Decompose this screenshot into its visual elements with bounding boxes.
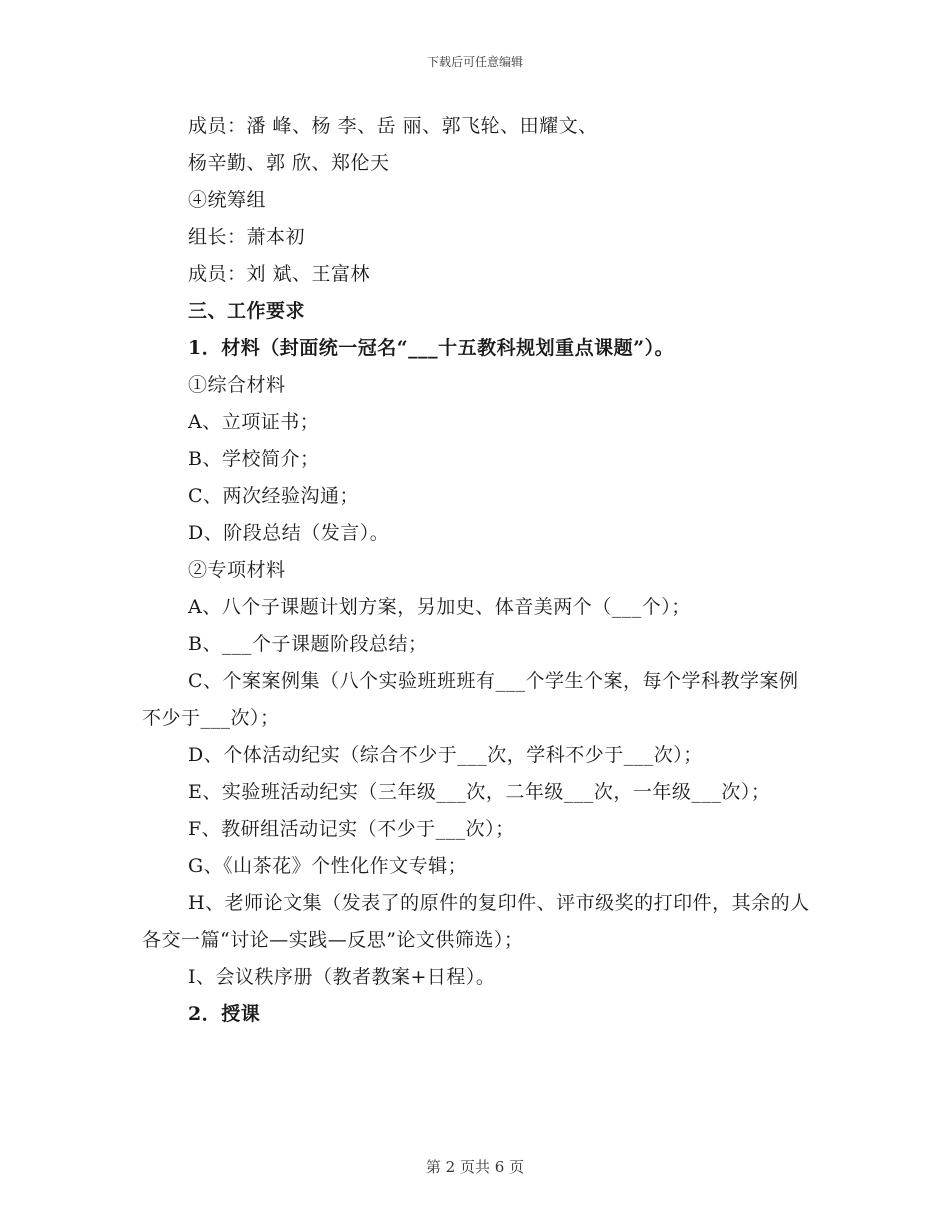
subsection-heading-teaching: 2．授课: [188, 1003, 261, 1025]
member-line-1: 成员：潘 峰、杨 李、岳 丽、郭飞轮、田耀文、: [188, 115, 598, 137]
member-line-2: 杨辛勤、郭 欣、郑伦天: [188, 152, 390, 174]
list-item: A、立项证书；: [188, 411, 320, 433]
page-header: 下载后可任意编辑: [426, 55, 523, 69]
list-item: I、会议秩序册（教者教案+日程）。: [188, 966, 496, 988]
list-item: B、学校简介；: [188, 448, 320, 470]
group-members-line: 成员：刘 斌、王富林: [188, 263, 371, 285]
list-item: C、两次经验沟通；: [188, 485, 360, 507]
group-leader-line: 组长：萧本初: [188, 226, 306, 248]
list-item: F、教研组活动记实（不少于___次）；: [188, 818, 515, 840]
page-footer: 第 2 页共 6 页: [425, 1158, 525, 1176]
list-heading-special-materials: ②专项材料: [188, 559, 286, 581]
subsection-heading-materials: 1．材料（封面统一冠名“___十五教科规划重点课题”）。: [188, 337, 675, 359]
list-item: D、个体活动纪实（综合不少于___次，学科不少于___次）；: [188, 744, 703, 766]
section-heading-requirements: 三、工作要求: [188, 300, 306, 322]
list-item: D、阶段总结（发言）。: [188, 522, 390, 544]
group-heading-coordination: ④统筹组: [188, 189, 267, 211]
list-item-wrapped: C、个案案例集（八个实验班班班有___个学生个案，每个学科教学案例不少于___次）；: [142, 670, 799, 729]
list-item: A、八个子课题计划方案，另加史、体音美两个（___个）；: [188, 596, 691, 618]
list-item-wrapped: H、老师论文集（发表了的原件的复印件、评市级奖的打印件，其余的人各交一篇“讨论—实践—反思”论文供筛选）；: [142, 892, 810, 951]
list-item: B、___个子课题阶段总结；: [188, 633, 428, 655]
list-item-wrapped: E、实验班活动纪实（三年级___次，二年级___次，一年级___次）；: [188, 781, 771, 803]
list-item: G、《山茶花》个性化作文专辑；: [188, 855, 468, 877]
document-body: [142, 108, 812, 1033]
list-heading-general-materials: ①综合材料: [188, 374, 286, 396]
